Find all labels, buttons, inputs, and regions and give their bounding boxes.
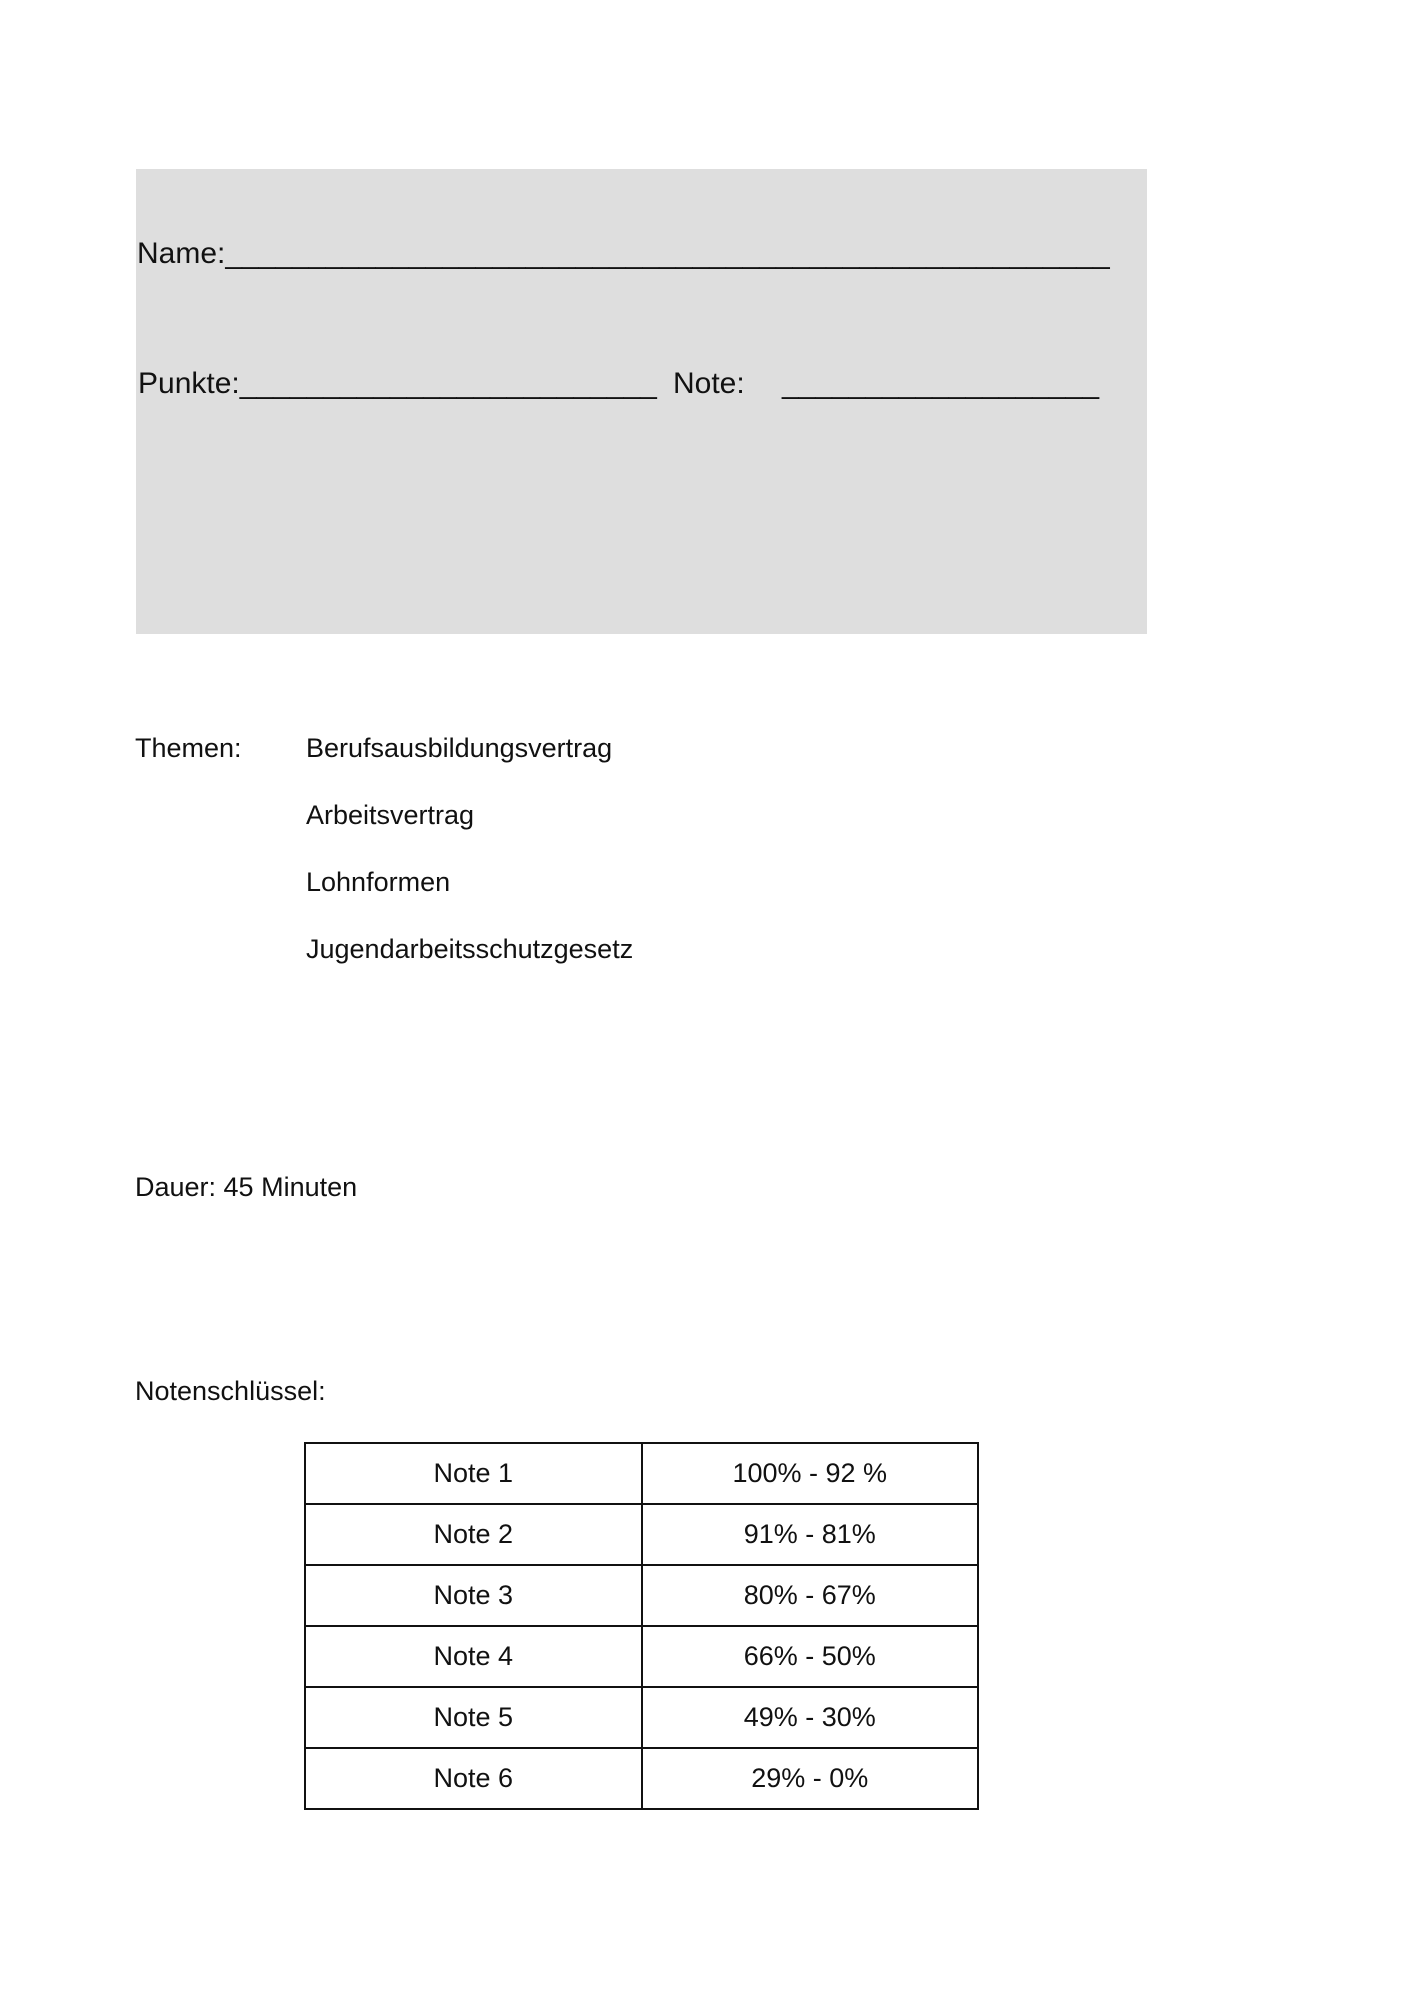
percentage-range-cell: 29% - 0% (642, 1748, 979, 1809)
table-row (305, 1443, 978, 1504)
table-row (305, 1565, 978, 1626)
percentage-range-cell: 66% - 50% (642, 1626, 979, 1687)
grade-key-label: Notenschlüssel: (135, 1376, 326, 1406)
percentage-range-cell: 80% - 67% (642, 1565, 979, 1626)
percentage-range-cell: 100% - 92 % (642, 1443, 979, 1504)
grade-cell: Note 4 (305, 1626, 642, 1687)
name-field-line[interactable]: Name:_____________________________________________________ (137, 237, 1110, 270)
grade-cell: Note 3 (305, 1565, 642, 1626)
topics-label: Themen: (135, 733, 242, 763)
table-row (305, 1687, 978, 1748)
topic-item: Jugendarbeitsschutzgesetz (306, 934, 634, 964)
grade-cell: Note 6 (305, 1748, 642, 1809)
topic-item: Arbeitsvertrag (306, 800, 475, 830)
table-row (305, 1748, 978, 1809)
percentage-range-cell: 91% - 81% (642, 1504, 979, 1565)
grade-cell: Note 5 (305, 1687, 642, 1748)
topic-item: Berufsausbildungsvertrag (306, 733, 613, 763)
grade-cell: Note 1 (305, 1443, 642, 1504)
duration-text: Dauer: 45 Minuten (135, 1172, 358, 1202)
table-row (305, 1504, 978, 1565)
topic-item: Lohnformen (306, 867, 451, 897)
grade-field-line[interactable]: ___________________ (782, 367, 1100, 400)
grade-cell: Note 2 (305, 1504, 642, 1565)
table-row (305, 1626, 978, 1687)
grade-key-table (304, 1442, 979, 1810)
percentage-range-cell: 49% - 30% (642, 1687, 979, 1748)
points-field-line[interactable]: Punkte:_________________________ (138, 367, 657, 400)
grade-field-label: Note: (673, 367, 745, 400)
